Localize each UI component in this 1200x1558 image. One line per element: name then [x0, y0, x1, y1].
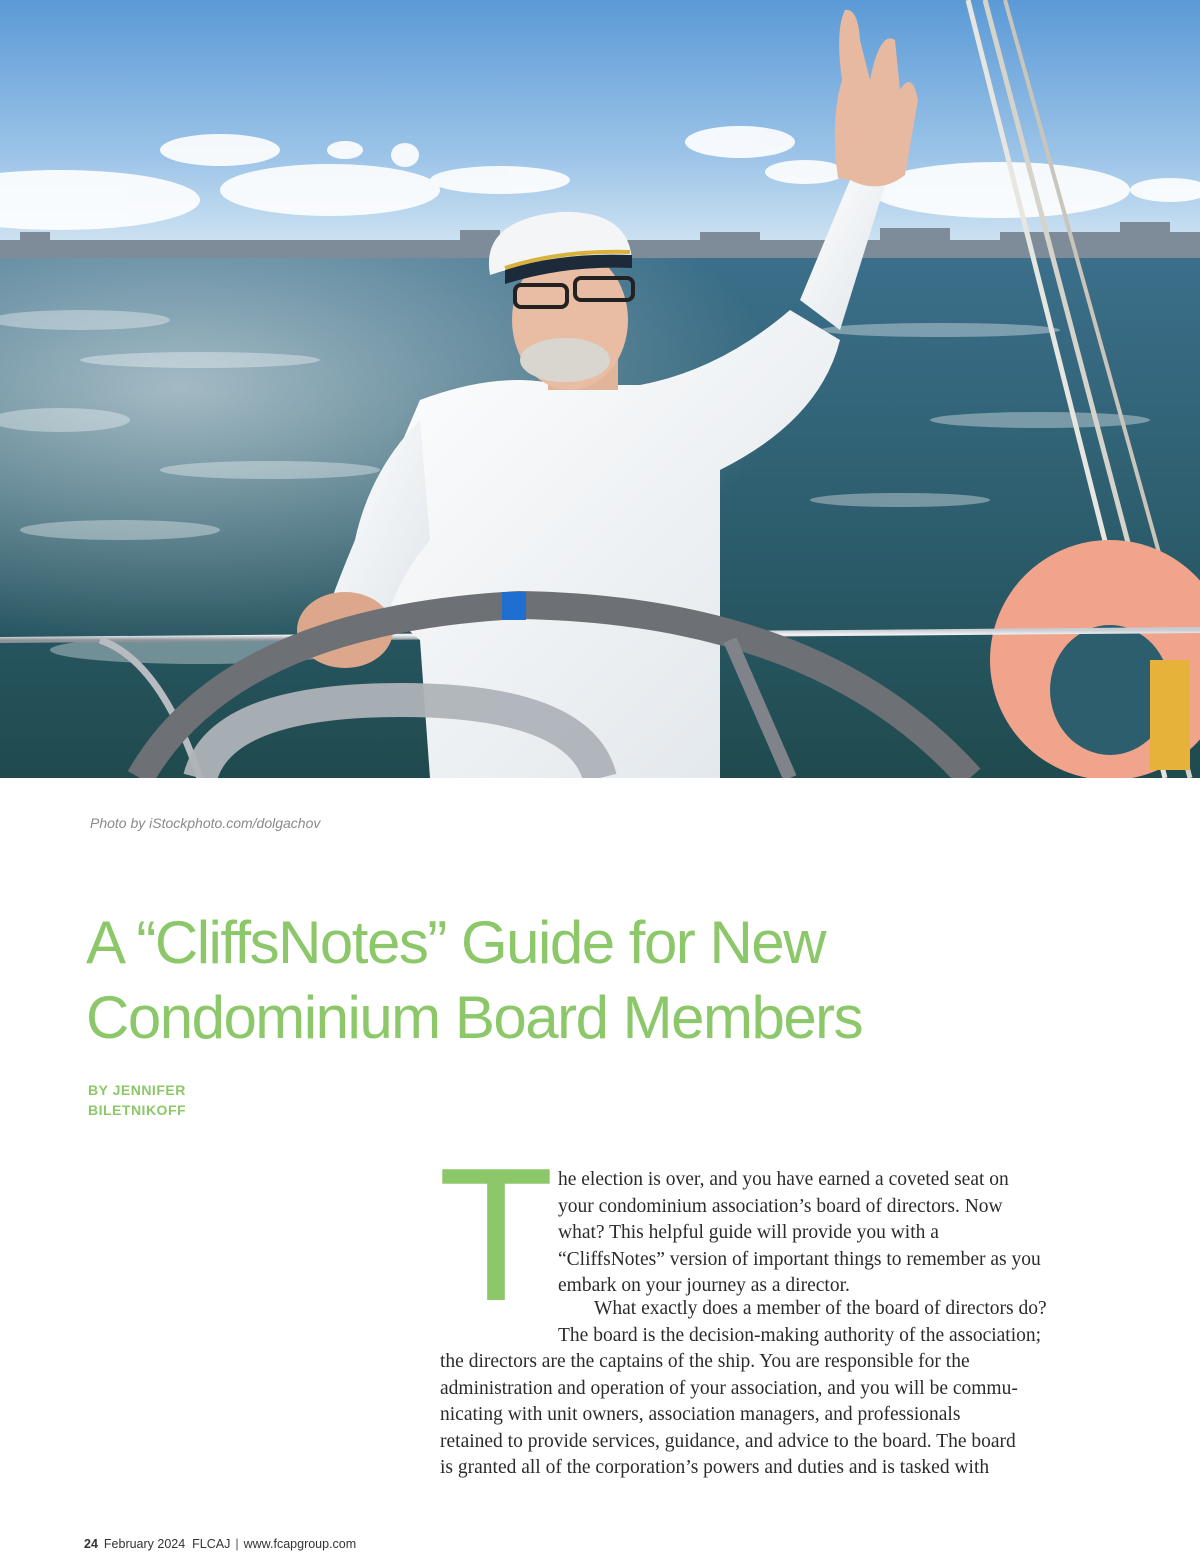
author-byline — [88, 1080, 186, 1120]
publication-name: FLCAJ — [192, 1537, 231, 1551]
page-footer — [84, 1537, 356, 1551]
article-title-line-1: A “CliffsNotes” Guide for New — [86, 909, 825, 976]
body-paragraph-1 — [558, 1167, 1041, 1300]
article-title — [86, 905, 1136, 1055]
issue-date: February 2024 — [103, 1537, 186, 1551]
byline-line-1: BY JENNIFER — [88, 1082, 186, 1098]
byline-line-2: BILETNIKOFF — [88, 1102, 187, 1118]
page-number: 24 — [84, 1537, 98, 1551]
body-line: the directors are the captains of the ship. You are responsible for the — [440, 1351, 970, 1372]
body-line: nicating with unit owners, association managers, and professionals — [440, 1404, 961, 1425]
footer-separator: | — [235, 1537, 239, 1551]
body-line: retained to provide services, guidance, and advice to the board. The board — [440, 1430, 1016, 1452]
sailing-photo-illustration — [0, 0, 1200, 778]
hero-photo — [0, 0, 1200, 778]
body-line: your condominium association’s board of directors. Now — [558, 1195, 1003, 1217]
body-line: is granted all of the corporation’s powers and duties and is tasked with — [440, 1457, 990, 1478]
body-line: embark on your journey as a director. — [558, 1275, 850, 1296]
body-paragraph-2 — [440, 1296, 1047, 1482]
photo-credit: Photo by iStockphoto.com/dolgachov — [90, 815, 321, 831]
body-line: The board is the decision-making authority of the association; — [558, 1324, 1042, 1346]
body-line: administration and operation of your association, and you will be commu- — [440, 1377, 1018, 1399]
body-line: What exactly does a member of the board of directors do? — [594, 1298, 1047, 1319]
body-line: he election is over, and you have earned a coveted seat on — [558, 1169, 1009, 1190]
article-title-line-2: Condominium Board Members — [86, 984, 863, 1051]
body-line: “CliffsNotes” version of important things to remember as you — [558, 1248, 1041, 1270]
drop-cap: T — [438, 1129, 555, 1341]
website-link[interactable]: www.fcapgroup.com — [243, 1537, 357, 1551]
body-line: what? This helpful guide will provide you with a — [558, 1222, 939, 1243]
